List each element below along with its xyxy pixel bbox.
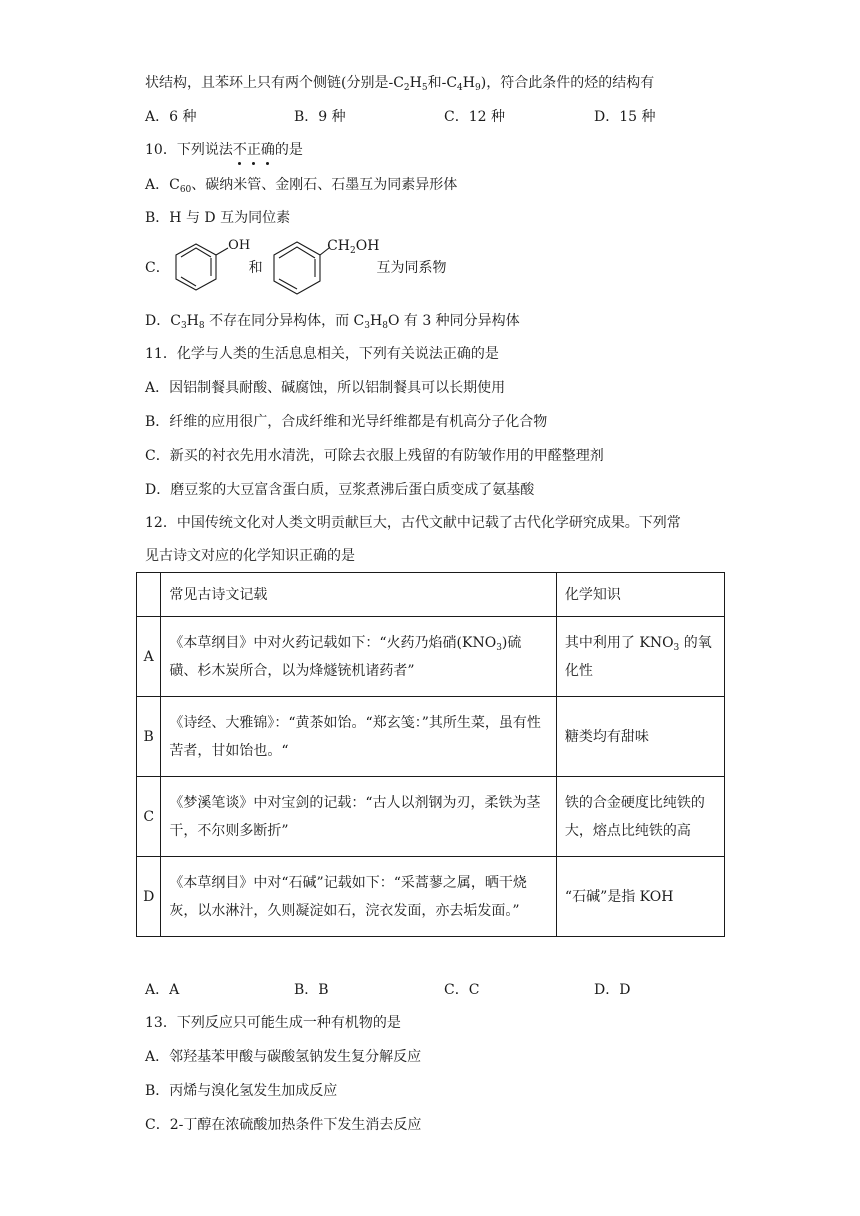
benzyl-alcohol-structure (271, 238, 380, 298)
q11-option-c: C．新买的衬衣先用水清洗，可除去衣服上残留的有防皱作用的甲醛整理剂 (145, 448, 604, 464)
row-knowledge: “石碱”是指 KOH (556, 857, 724, 937)
q11-option-b: B．纤维的应用很广，合成纤维和光导纤维都是有机高分子化合物 (145, 414, 548, 430)
q11-option-d: D．磨豆浆的大豆富含蛋白质，豆浆煮沸后蛋白质变成了氨基酸 (145, 482, 535, 498)
table-row (137, 857, 725, 937)
table-row (137, 777, 725, 857)
row-knowledge (556, 617, 724, 697)
table-row (137, 617, 725, 697)
subscript: 3 (496, 642, 502, 653)
header-cell-key (137, 573, 161, 617)
cell-text: 《本草纲目》中对火药记载如下：“火药乃焰硝(KNO (169, 634, 497, 651)
q12-table (136, 572, 725, 937)
option-label: C． (145, 260, 170, 276)
emphasis-char: 不 (232, 142, 247, 158)
q9-option-c: C．12 种 (444, 109, 505, 125)
ch2oh-label (327, 216, 379, 276)
q9-stem-text: 状结构，且苯环上只有两个侧链(分别是-C (145, 75, 404, 91)
subscript: 2 (403, 83, 410, 93)
q9-option-a: A．6 种 (145, 109, 197, 125)
subscript: 5 (421, 83, 428, 93)
subscript: 9 (475, 83, 481, 93)
conjunction-text: 和 (248, 260, 263, 276)
subscript: 8 (198, 321, 205, 331)
cell-text: 的氧化性 (564, 634, 712, 679)
row-knowledge: 铁的合金硬度比纯铁的大，熔点比纯铁的高 (556, 777, 724, 857)
q10-option-b: B．H 与 D 互为同位素 (145, 210, 291, 226)
q10-option-a (145, 175, 457, 195)
subscript: 3 (673, 642, 680, 653)
emphasis-char: 确 (260, 142, 275, 158)
q9-options (145, 107, 745, 127)
option-text: 互为同系物 (376, 260, 447, 276)
header-cell-text: 常见古诗文记载 (161, 573, 557, 617)
q13-stem: 13．下列反应只可能生成一种有机物的是 (145, 1015, 401, 1031)
header-cell-knowledge: 化学知识 (556, 573, 724, 617)
hydroxyl-label: OH (228, 238, 251, 253)
q10-stem (145, 140, 303, 160)
q12-option-d: D．D (594, 982, 631, 998)
row-knowledge: 糖类均有甜味 (556, 697, 724, 777)
row-key: A (137, 617, 161, 697)
option-text: D．C (145, 313, 181, 329)
q12-stem-line2: 见古诗文对应的化学知识正确的是 (145, 548, 355, 564)
q9-stem-text: H (462, 75, 475, 91)
q12-option-b: B．B (294, 982, 329, 998)
q9-stem-text: H (409, 75, 422, 91)
table-header-row (137, 573, 725, 617)
subscript: 3 (364, 321, 370, 331)
q13-option-c: C．2-丁醇在浓硫酸加热条件下发生消去反应 (145, 1117, 422, 1133)
q11-option-a: A．因铝制餐具耐酸、碱腐蚀，所以铝制餐具可以长期使用 (145, 380, 506, 396)
formula-text: CH (327, 238, 350, 254)
option-text: H (369, 313, 383, 329)
q10-option-c (145, 238, 447, 298)
q12-option-a: A．A (145, 982, 180, 998)
q10-stem-text: 的是 (274, 142, 303, 158)
cell-text: )硫磺、杉木炭所合，以为烽燧铳机诸药者” (169, 634, 522, 679)
q9-stem-text: )，符合此条件的烃的结构有 (480, 75, 655, 91)
option-text: 不存在同分异构体，而 C (204, 313, 365, 329)
row-key: C (137, 777, 161, 857)
phenol-structure (174, 238, 254, 298)
q12-option-c: C．C (444, 982, 480, 998)
q10-option-d (145, 311, 520, 331)
q9-option-d: D．15 种 (594, 109, 656, 125)
row-key: D (137, 857, 161, 937)
row-text: 《本草纲目》中对“石碱”记载如下：“采蒿蓼之属，晒干烧灰，以水淋汁，久则凝淀如石，浣衣发面，亦去垢发面。” (161, 857, 557, 937)
row-text (161, 617, 557, 697)
subscript: 2 (350, 246, 356, 256)
row-text: 《梦溪笔谈》中对宝剑的记载：“古人以剂钢为刃，柔铁为茎干，不尔则多断折” (161, 777, 557, 857)
q12-stem-line1: 12．中国传统文化对人类文明贡献巨大，古代文献中记载了古代化学研究成果。下列常 (145, 515, 681, 531)
q9-stem-line (145, 73, 654, 93)
q10-stem-text: 10．下列说法 (145, 142, 233, 158)
subscript: 60 (179, 185, 192, 195)
q9-option-b: B．9 种 (294, 109, 346, 125)
option-text: O 有 3 种同分异构体 (387, 313, 520, 329)
row-key: B (137, 697, 161, 777)
row-text: 《诗经、大雅锦》：“黄茶如饴。“郑玄笺：”其所生菜，虽有性苦者，甘如饴也。“ (161, 697, 557, 777)
option-text: H (186, 313, 199, 329)
q11-stem: 11．化学与人类的生活息息相关，下列有关说法正确的是 (145, 346, 499, 362)
q13-option-b: B．丙烯与溴化氢发生加成反应 (145, 1083, 338, 1099)
q13-option-a: A．邻羟基苯甲酸与碳酸氢钠发生复分解反应 (145, 1049, 422, 1065)
q12-options (145, 980, 745, 1000)
subscript: 8 (382, 321, 388, 331)
subscript: 4 (457, 83, 463, 93)
q9-stem-text: 和-C (427, 75, 458, 91)
option-text: A．C (145, 177, 180, 193)
option-text: 、碳纳米管、金刚石、石墨互为同素异形体 (191, 177, 458, 193)
emphasis-char: 正 (246, 142, 261, 158)
formula-text: OH (355, 238, 380, 254)
subscript: 3 (180, 321, 187, 331)
cell-text: 其中利用了 KNO (564, 634, 674, 651)
table-row (137, 697, 725, 777)
